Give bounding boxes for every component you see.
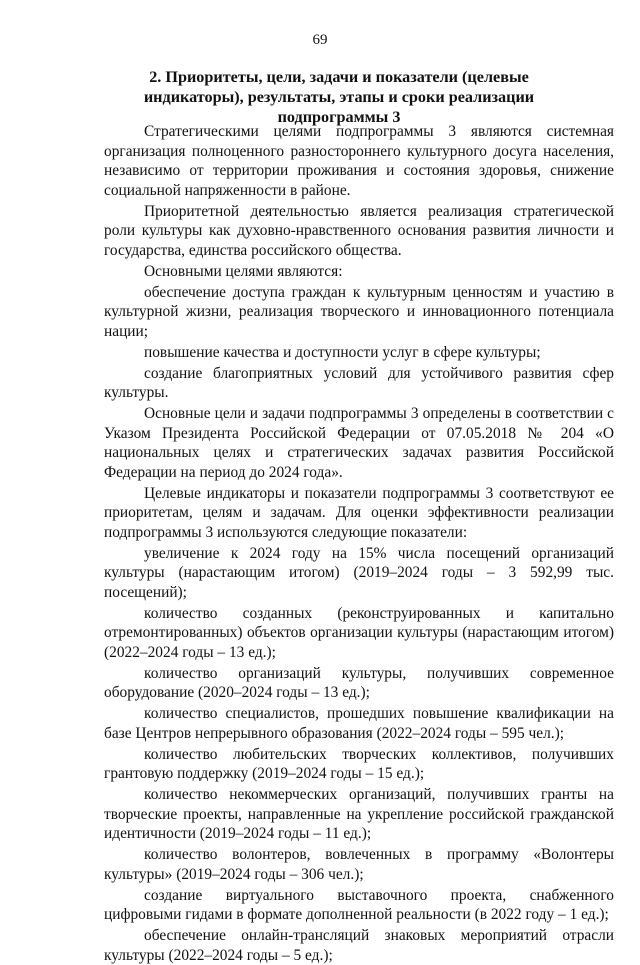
page-number: 69 (312, 32, 328, 48)
indicator-objects: количество созданных (реконструированных и капитально отремонтированных) объектов организации культуры (нарастающим итогом) (2022–2024 годы – 13 ед.); (104, 604, 614, 661)
paragraph-decree: Основные цели и задачи подпрограммы 3 определены в соответствии с Указом Президента Российской Федерации от 07.05.2018 № 204 «О национальных целях и стратегических задачах развития Российской Федерации на период до 2024 года». (104, 405, 614, 481)
paragraph-goal-quality: повышение качества и доступности услуг в сфере культуры; (144, 343, 541, 361)
section-heading: 2. Приоритеты, цели, задачи и показатели (целевые индикаторы), результаты, этапы и сроки реализации подпрограммы 3 (143, 68, 535, 126)
paragraph-indicators-intro: Целевые индикаторы и показатели подпрограммы 3 соответствуют ее приоритетам, целям и задачам. Для оценки эффективности реализации подпрограммы 3 используются следующие показатели: (104, 484, 614, 541)
paragraph-goal-conditions: создание благоприятных условий для устойчивого развития сфер культуры. (104, 364, 614, 401)
paragraph-main-goals-intro: Основными целями являются: (144, 262, 343, 280)
paragraph-strategic-goals: Стратегическими целями подпрограммы 3 являются системная организация полноценного разностороннего культурного досуга населения, независимо от территории проживания и состояния здоровья, снижение социальной напряженности в районе. (104, 123, 614, 199)
indicator-visits: увеличение к 2024 году на 15% числа посещений организаций культуры (нарастающим итогом) (2019–2024 годы – 3 592,99 тыс. посещений); (104, 544, 614, 601)
indicator-online-broadcasts: обеспечение онлайн-трансляций знаковых мероприятий отрасли культуры (2022–2024 годы – 5 ед.); (104, 927, 614, 964)
document-body (104, 122, 614, 965)
paragraph-goal-access: обеспечение доступа граждан к культурным ценностям и участию в культурной жизни, реализация творческого и инновационного потенциала нации; (104, 283, 614, 340)
indicator-collectives: количество любительских творческих коллективов, получивших грантовую поддержку (2019–2024 годы – 15 ед.); (104, 745, 614, 782)
indicator-specialists: количество специалистов, прошедших повышение квалификации на базе Центров непрерывного образования (2022–2024 годы – 595 чел.); (104, 705, 614, 742)
indicator-volunteers: количество волонтеров, вовлеченных в программу «Волонтеры культуры» (2019–2024 годы – 306 чел.); (104, 846, 614, 883)
paragraph-priority-activity: Приоритетной деятельностью является реализация стратегической роли культуры как духовно-нравственного основания развития личности и государства, единства российского общества. (104, 202, 614, 259)
indicator-equipment: количество организаций культуры, получивших современное оборудование (2020–2024 годы – 13 ед.); (104, 664, 614, 701)
indicator-nonprofits: количество некоммерческих организаций, получивших гранты на творческие проекты, направленные на укрепление российской гражданской идентичности (2019–2024 годы – 11 ед.); (104, 786, 614, 842)
indicator-virtual-exhibition: создание виртуального выставочного проекта, снабженного цифровыми гидами в формате дополненной реальности (в 2022 году – 1 ед.); (104, 886, 614, 923)
